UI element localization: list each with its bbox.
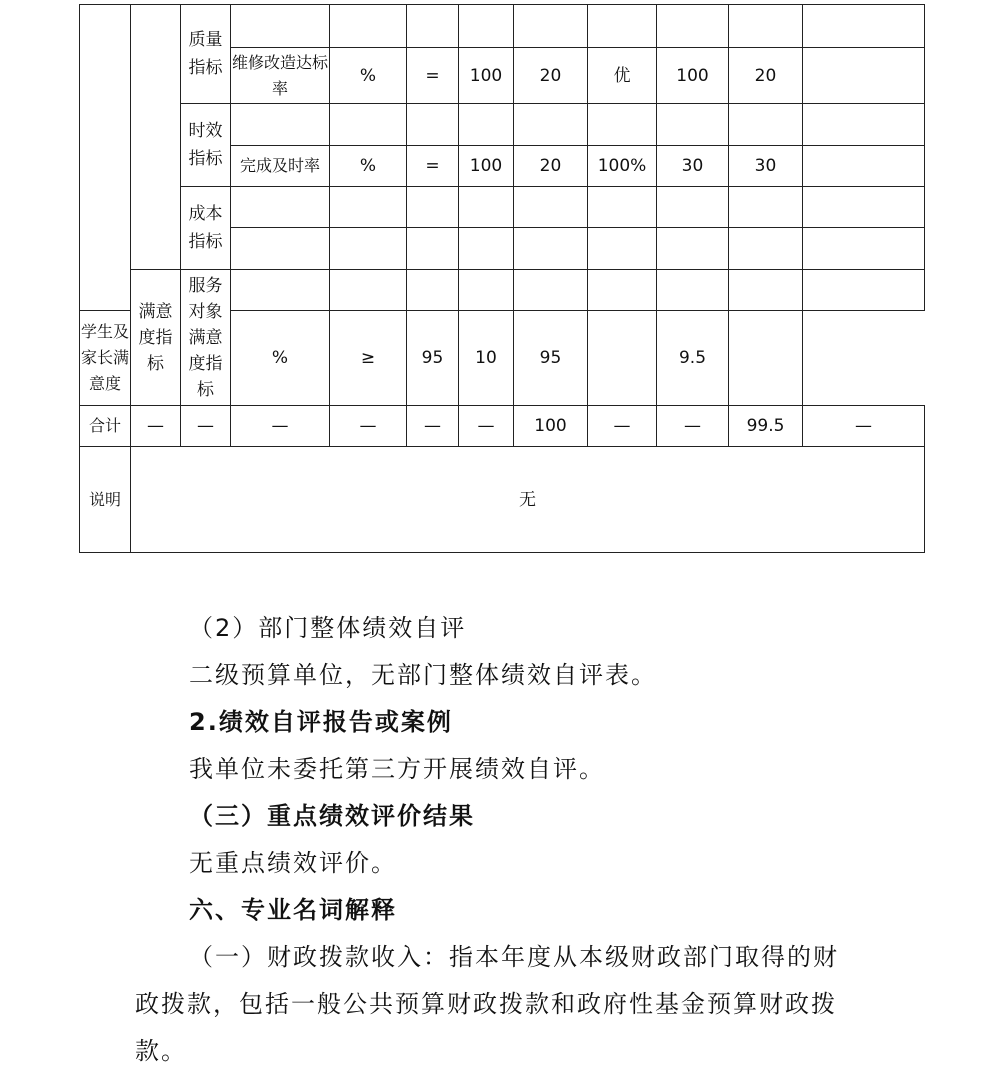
paragraph: 无重点绩效评价。 [189,849,397,877]
table-row: 学生及家长满意度 % ≥ 95 10 95 9.5 [80,311,925,406]
indicator-name: 学生及家长满意度 [80,311,131,406]
paragraph: 政拨款，包括一般公共预算财政拨款和政府性基金预算财政拨 [135,990,837,1018]
heading-terms: 六、专业名词解释 [189,896,397,924]
indicator-name: 维修改造达标率 [231,48,330,104]
cost-indicator-label: 成本指标 [181,187,231,270]
indicator-name: 完成及时率 [231,146,330,187]
paragraph: 款。 [135,1037,187,1065]
total-row: 合计 — — — — — — 100 — — 99.5 — [80,406,925,447]
table-row: 完成及时率 % = 100 20 100% 30 30 [80,146,925,187]
note-value: 无 [131,447,925,553]
satisfaction-indicator-label: 满意度指标 [131,270,181,406]
subheading-overall-eval: （2）部门整体绩效自评 [189,614,467,642]
paragraph: 我单位未委托第三方开展绩效自评。 [189,755,605,783]
total-label: 合计 [80,406,131,447]
paragraph: 二级预算单位，无部门整体绩效自评表。 [189,661,657,689]
heading-report: 2.绩效自评报告或案例 [189,708,453,736]
table-row: 维修改造达标率 % = 100 20 优 100 20 [80,48,925,104]
service-satisfaction-label: 服务对象满意度指标 [181,270,231,406]
note-label: 说明 [80,447,131,553]
timeliness-indicator-label: 时效指标 [181,104,231,187]
paragraph: （一）财政拨款收入：指本年度从本级财政部门取得的财 [189,943,839,971]
quality-indicator-label: 质量指标 [181,5,231,104]
heading-key-eval: （三）重点绩效评价结果 [189,802,475,830]
